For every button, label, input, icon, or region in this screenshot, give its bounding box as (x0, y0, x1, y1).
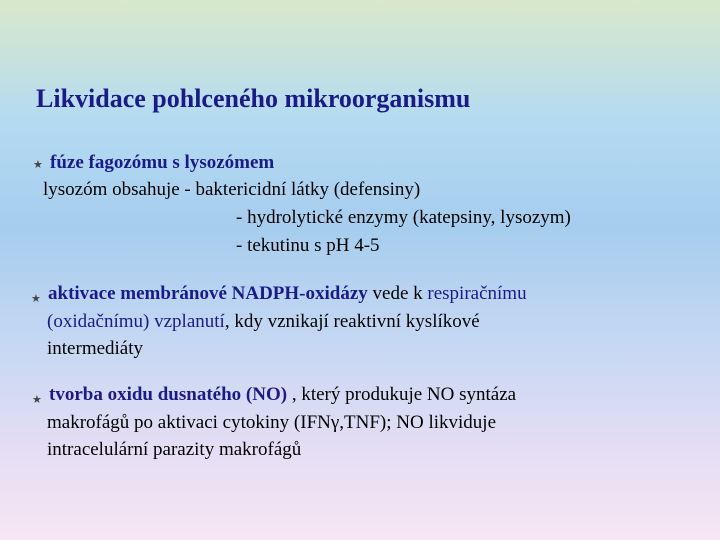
section3-line2: makrofágů po aktivaci cytokiny (IFNγ,TNF); NO likviduje (47, 412, 497, 433)
section2-text: vede k (367, 283, 428, 304)
section2-line3: intermediáty (47, 338, 144, 359)
section2-line2 (47, 309, 480, 335)
section3-text: , který produkuje NO syntáza (287, 384, 517, 405)
star-bullet-icon: ★ (32, 394, 42, 406)
star-bullet-icon: ★ (31, 293, 41, 305)
star-bullet-icon: ★ (33, 159, 43, 171)
section2-text: , kdy vznikají reaktivní kyslíkové (224, 311, 480, 332)
section1-line3: - tekutinu s pH 4-5 (236, 235, 380, 256)
respiratory-term: respiračnímu (427, 283, 527, 304)
oxidative-burst-term: (oxidačnímu) vzplanutí (47, 311, 225, 332)
section1-line1: lysozóm obsahuje - baktericidní látky (defensiny) (43, 179, 421, 200)
nadph-oxidase-term: aktivace membránové NADPH-oxidázy (48, 283, 368, 304)
nitric-oxide-term: tvorba oxidu dusnatého (NO) (49, 384, 288, 405)
section1-line2: - hydrolytické enzymy (katepsiny, lysozym) (236, 207, 571, 228)
section3-line3: intracelulární parazity makrofágů (47, 439, 302, 460)
section2-line1 (48, 281, 527, 307)
slide-title: Likvidace pohlceného mikroorganismu (36, 84, 471, 113)
section3-line1 (49, 382, 516, 408)
section1-heading: fúze fagozómu s lysozómem (50, 152, 275, 173)
